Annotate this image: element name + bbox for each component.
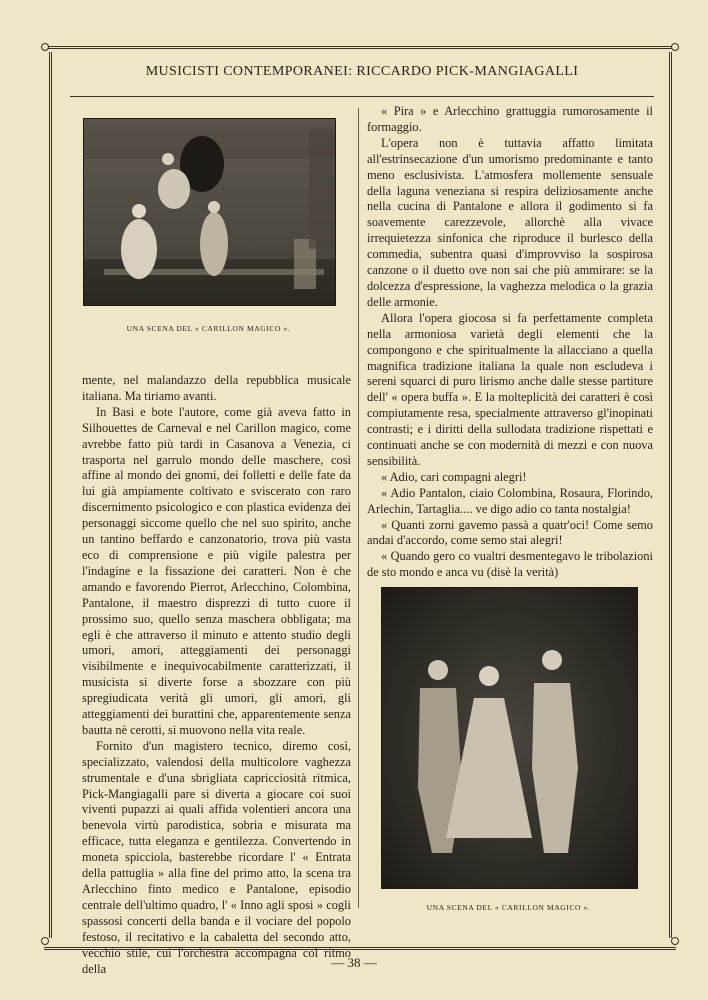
frame-corner	[41, 937, 49, 945]
page-frame-left	[49, 52, 52, 938]
figure-caption: UNA SCENA DEL « CARILLON MAGICO ».	[126, 324, 291, 333]
paragraph: « Adio, cari compagni alegri!	[381, 469, 527, 484]
header-rule	[70, 96, 654, 97]
photo-stage-scene-1	[83, 118, 336, 306]
paragraph: « Pira » e Arlecchino grattuggia rumorosamente il formaggio.	[367, 104, 653, 134]
paragraph: Allora l'opera giocosa si fa perfettamente completa nella armoniosa varietà degli elementi che la compongono e che spiritualmente la allacciano a quella magnifica tradizione italiana la quale non escludeva i sereni squarci di puro lirismo anche dalle stesse partiture dell' « opera buffa ». E la molteplicità dei caratteri è così compiutamente resa, specialmente attraverso gl'inopinati contrasti; e i diritti della sullodata tradizione rispettati e continuati anche se con modernità di mezzi e con nuova sensibilità.	[367, 310, 653, 468]
frame-corner	[671, 43, 679, 51]
paragraph: mente, nel malandazzo della repubblica musicale italiana. Ma tiriamo avanti.	[82, 373, 351, 403]
paragraph: L'opera non è tuttavia affatto limitata all'estrinsecazione d'un umorismo predominante e tanto meno esclusivista. L'atmosfera mollemente sensuale della laguna veneziana si respira deliziosamente anche nella cucina di Pantalone e allora il godimento si fa soavemente carezzevole, allorchè alla vivace irrequietezza sinfonica che riproduce il burlesco della commedia, subentra quasi d'improvviso la sospirosa canzone o il duetto ove non sai che più ammirare: se la dolcezza d'espressione, la vaghezza melodica o la grazia delle armonie.	[367, 135, 653, 309]
left-column-text	[82, 373, 351, 977]
paragraph: « Quanti zorni gavemo passà a quatr'oci! Come semo andai d'accordo, come semo stai alegri!	[367, 517, 653, 548]
photo-stage-scene-2	[381, 587, 638, 889]
figure-caption: UNA SCENA DEL « CARILLON MAGICO ».	[426, 903, 591, 912]
page-number: — 38 —	[331, 955, 377, 970]
right-column-text	[367, 104, 653, 581]
column-divider	[358, 108, 359, 908]
paragraph: Fornito d'un magistero tecnico, diremo così, specializzato, valendosi della multicolore vaghezza strumentale e d'una sbrigliata capricciosità ritmica, Pick-Mangiagalli pare si diverta a giocare coi suoi viventi pupazzi ai quali affida volentieri ancora una benevola virtù parodistica, sobria e misurata ma efficace, tutta eleganza e gentilezza. Convertendo in moneta spicciola, basterebbe ricordare l' « Entrata della pattuglia » alla fine del primo atto, la scena tra Arlecchino finto medico e Pantalone, episodio centrale dell'ultimo quadro, l' « Inno agli sposi » cogli spassosi concerti della banda e il vociare del popolo festoso, il recitativo e la cabaletta del secondo atto, vecchio stile, cui l'orchestra accompagna col ritmo della	[82, 738, 351, 976]
running-title: MUSICISTI CONTEMPORANEI: RICCARDO PICK-MANGIAGALLI	[145, 64, 579, 79]
frame-corner	[671, 937, 679, 945]
paragraph: « Quando gero co vualtri desmentegavo le tribolazioni de sto mondo e anca vu (disè la verità)	[367, 549, 653, 580]
frame-corner	[41, 43, 49, 51]
paragraph: In Basi e bote l'autore, come già aveva fatto in Silhouettes de Carneval e nel Carillon magico, come avrebbe fatto più tardi in Casanova a Venezia, ci trasporta nel garrulo mondo delle maschere, così affine al mondo dei gnomi, dei folletti e delle fate da lui già ampiamente coltivato e sviscerato con raro discernimento psicologico e con plastica evidenza dei personaggi siccome quello che nel suo spirito, anche un tantino beffardo e canzonatorio, trova più vasta eco di comprensione e più vigile palestra per l'indagine e la fissazione dei caratteri. Non è che amando e favorendo Pierrot, Arlecchino, Colombina, Pantalone, il maestro disprezzi di tutto cuore il prossimo suo, quello senza maschera obbligata; ma egli è che attraverso il minuto e attento studio degli umori, amori, atteggiamenti dei personaggi visibilmente e inequivocabilmente caratterizzati, il musicista si diverte forse a sbozzare con più spregiudicata verità gli umori, gli amori, gli atteggiamenti dei burattini che, apparentemente senza bautta nè cerotti, si muovono nella vita reale.	[82, 404, 351, 737]
paragraph: « Adio Pantalon, ciaio Colombina, Rosaura, Florindo, Arlechin, Tartaglia.... ve digo adio co tanta nostalgia!	[367, 485, 653, 516]
page-frame-right	[669, 52, 672, 938]
